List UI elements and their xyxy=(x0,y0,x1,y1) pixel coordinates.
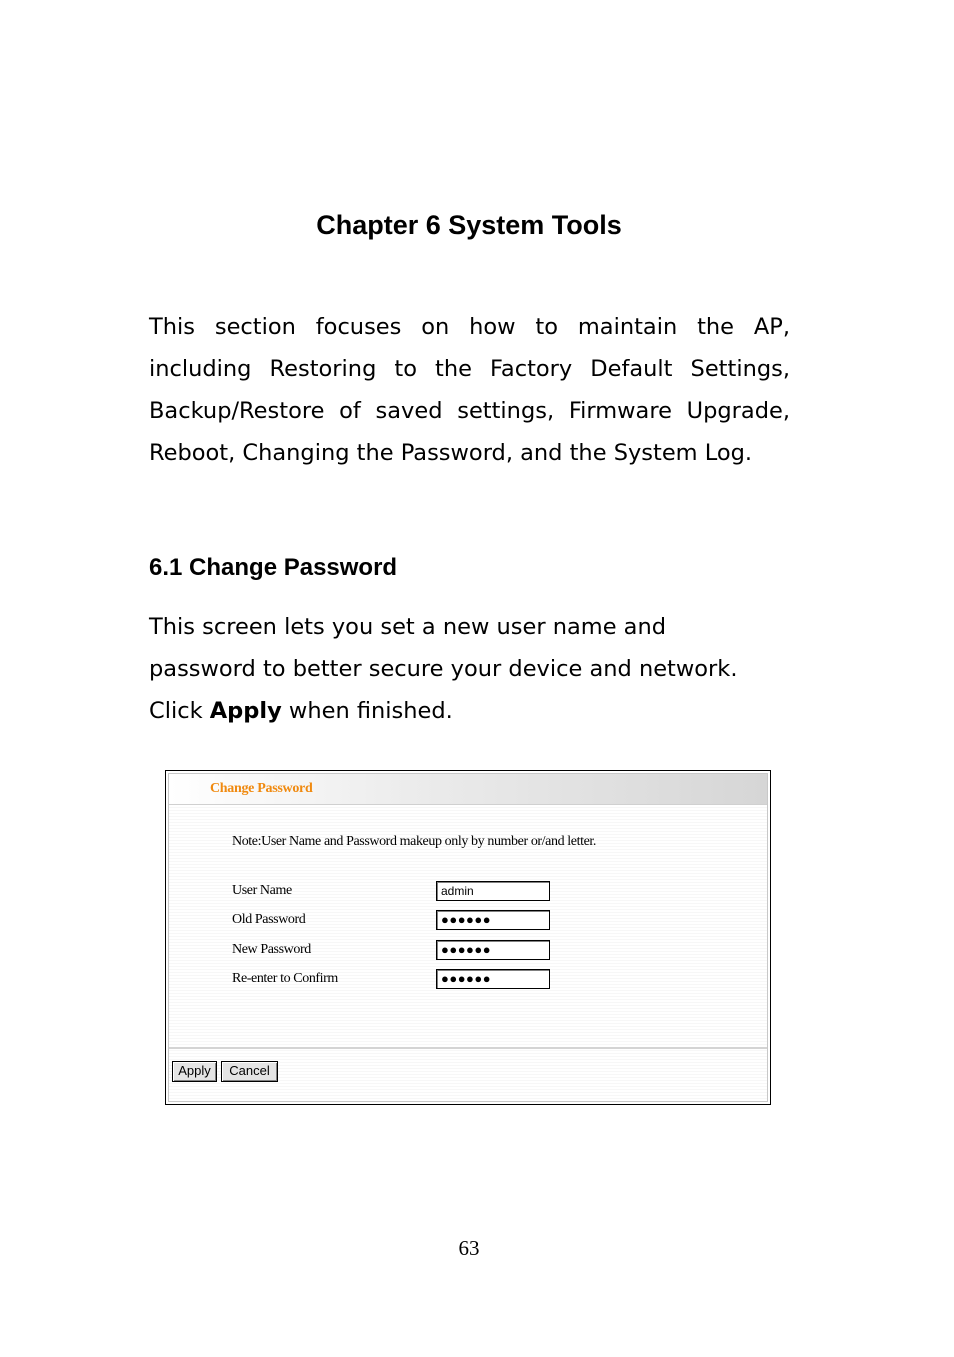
panel-footer xyxy=(169,1047,767,1101)
new-password-input[interactable]: ●●●●●● xyxy=(436,940,550,960)
cancel-button[interactable]: Cancel xyxy=(221,1061,278,1082)
page-number: 63 xyxy=(458,1236,480,1260)
section-title: 6.1 Change Password xyxy=(149,554,398,581)
apply-keyword: Apply xyxy=(209,698,282,724)
change-password-panel xyxy=(168,773,768,1102)
section-body-line-3 xyxy=(149,690,809,732)
confirm-password-input[interactable]: ●●●●●● xyxy=(436,969,550,989)
chapter-intro-paragraph: This section focuses on how to maintain the AP, including Restoring to the Factory Default Settings, Backup/Restore of saved settings, Firmware Upgrade, Reboot, Changing the Password, and the System Log. xyxy=(149,314,790,466)
section-body-line-3-prefix: Click xyxy=(149,698,210,724)
change-password-screenshot xyxy=(165,770,771,1105)
user-name-row xyxy=(232,881,572,903)
panel-header xyxy=(169,774,767,805)
user-name-label: User Name xyxy=(232,883,292,898)
old-password-input[interactable]: ●●●●●● xyxy=(436,910,550,930)
new-password-label: New Password xyxy=(232,942,311,957)
section-body-line-2: password to better secure your device and network. xyxy=(149,656,738,682)
password-rules-note: Note:User Name and Password makeup only by number or/and letter. xyxy=(232,834,596,849)
old-password-row xyxy=(232,910,572,932)
old-password-label: Old Password xyxy=(232,912,306,927)
apply-button[interactable]: Apply xyxy=(172,1061,217,1082)
section-body-paragraph xyxy=(149,606,809,732)
chapter-title: Chapter 6 System Tools xyxy=(316,210,622,240)
section-body-line-1: This screen lets you set a new user name and xyxy=(149,614,667,640)
new-password-row xyxy=(232,940,572,962)
confirm-password-row xyxy=(232,969,572,991)
confirm-password-label: Re-enter to Confirm xyxy=(232,971,338,986)
user-name-input[interactable]: admin xyxy=(436,881,550,901)
panel-header-title: Change Password xyxy=(210,781,313,796)
section-body-line-3-suffix: when finished. xyxy=(281,698,453,724)
